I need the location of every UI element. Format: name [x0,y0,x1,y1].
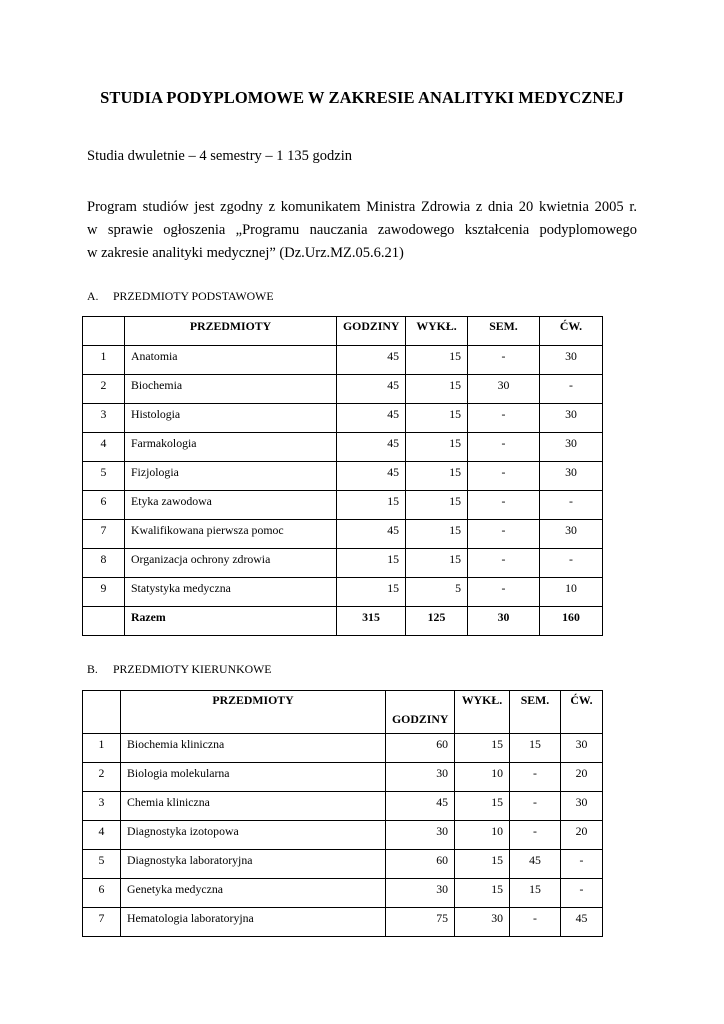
cell-subject: Genetyka medyczna [121,879,386,908]
cell-subject: Anatomia [125,346,337,375]
cell-exercises: 30 [561,792,603,821]
section-b-heading [87,662,271,677]
cell-no: 4 [83,433,125,462]
cell-hours: 60 [386,850,455,879]
cell-exercises: 30 [540,462,603,491]
cell-subject: Histologia [125,404,337,433]
cell-seminars: - [510,908,561,937]
section-b-letter: B. [87,662,98,676]
cell-hours: 75 [386,908,455,937]
cell-no: 6 [83,879,121,908]
table-row [83,879,603,908]
cell-seminars: - [510,792,561,821]
cell-subject: Hematologia laboratoryjna [121,908,386,937]
cell-lectures: 15 [406,549,468,578]
cell-subject: Diagnostyka laboratoryjna [121,850,386,879]
cell-subject: Chemia kliniczna [121,792,386,821]
header-exercises: ĆW. [540,317,603,346]
cell-no: 4 [83,821,121,850]
cell-subject: Biochemia [125,375,337,404]
cell-exercises: 30 [540,520,603,549]
table-row [83,821,603,850]
table-row [83,491,603,520]
cell-hours: 15 [337,549,406,578]
cell-seminars: 45 [510,850,561,879]
table-row [83,734,603,763]
cell-subject: Organizacja ochrony zdrowia [125,549,337,578]
cell-lectures: 15 [406,462,468,491]
cell-hours: 15 [337,578,406,607]
cell-exercises: 20 [561,763,603,792]
cell-lectures: 10 [455,821,510,850]
cell-hours: 30 [386,821,455,850]
total-cell-seminars: 30 [468,607,540,636]
document-title: STUDIA PODYPLOMOWE W ZAKRESIE ANALITYKI MEDYCZNEJ [100,88,624,107]
table-row [83,375,603,404]
table-row [83,578,603,607]
cell-exercises: 10 [540,578,603,607]
section-a-letter: A. [87,289,99,303]
cell-lectures: 15 [455,850,510,879]
cell-no: 5 [83,850,121,879]
header-seminars: SEM. [468,317,540,346]
header-seminars: SEM. [510,691,561,734]
total-cell-hours: 315 [337,607,406,636]
table-row [83,346,603,375]
program-description [87,196,637,265]
cell-seminars: - [510,763,561,792]
study-duration: Studia dwuletnie – 4 semestry – 1 135 godzin [87,148,352,164]
cell-subject: Statystyka medyczna [125,578,337,607]
cell-seminars: 15 [510,879,561,908]
section-b-title: PRZEDMIOTY KIERUNKOWE [113,662,272,676]
cell-lectures: 15 [455,734,510,763]
cell-exercises: 20 [561,821,603,850]
cell-seminars: - [468,520,540,549]
cell-hours: 30 [386,879,455,908]
cell-subject: Biochemia kliniczna [121,734,386,763]
cell-hours: 60 [386,734,455,763]
cell-lectures: 15 [455,879,510,908]
cell-lectures: 10 [455,763,510,792]
table-row [83,850,603,879]
header-no [83,317,125,346]
header-hours: GODZINY [386,691,455,734]
header-lectures: WYKŁ. [406,317,468,346]
section-a-title: PRZEDMIOTY PODSTAWOWE [113,289,274,303]
cell-seminars: - [468,549,540,578]
cell-lectures: 15 [406,375,468,404]
cell-exercises: 30 [561,734,603,763]
cell-exercises: - [540,549,603,578]
cell-seminars: 15 [510,734,561,763]
total-cell-no [83,607,125,636]
cell-lectures: 15 [406,404,468,433]
cell-hours: 45 [337,346,406,375]
cell-no: 1 [83,346,125,375]
program-line: w sprawie ogłoszenia „Programu nauczania zawodowego kształcenia podyplomowego [87,222,637,238]
cell-subject: Kwalifikowana pierwsza pomoc [125,520,337,549]
cell-subject: Farmakologia [125,433,337,462]
table-row [83,792,603,821]
header-subject: PRZEDMIOTY [125,317,337,346]
cell-hours: 30 [386,763,455,792]
cell-lectures: 15 [406,433,468,462]
cell-no: 3 [83,792,121,821]
cell-lectures: 15 [406,346,468,375]
table-row [83,433,603,462]
cell-exercises: - [540,375,603,404]
cell-seminars: - [468,462,540,491]
table-row [83,549,603,578]
table-total-row [83,607,603,636]
cell-seminars: - [468,433,540,462]
section-a-heading [87,289,274,304]
header-lectures: WYKŁ. [455,691,510,734]
cell-no: 5 [83,462,125,491]
cell-hours: 45 [337,404,406,433]
cell-no: 6 [83,491,125,520]
cell-exercises: - [540,491,603,520]
cell-subject: Biologia molekularna [121,763,386,792]
cell-subject: Fizjologia [125,462,337,491]
cell-no: 1 [83,734,121,763]
total-cell-subject: Razem [125,607,337,636]
program-line: Program studiów jest zgodny z komunikatem Ministra Zdrowia z dnia 20 kwietnia 2005 r. [87,199,637,215]
cell-exercises: 30 [540,433,603,462]
cell-no: 2 [83,763,121,792]
cell-seminars: - [468,578,540,607]
program-line: w zakresie analityki medycznej” (Dz.Urz.MZ.05.6.21) [87,245,404,261]
cell-no: 2 [83,375,125,404]
table-row [83,520,603,549]
header-hours: GODZINY [337,317,406,346]
cell-hours: 45 [386,792,455,821]
cell-hours: 45 [337,520,406,549]
cell-exercises: 30 [540,404,603,433]
cell-subject: Etyka zawodowa [125,491,337,520]
cell-lectures: 15 [406,520,468,549]
table-header-row [83,317,603,346]
cell-seminars: - [468,491,540,520]
cell-seminars: - [510,821,561,850]
cell-lectures: 15 [455,792,510,821]
cell-seminars: - [468,346,540,375]
cell-no: 8 [83,549,125,578]
total-cell-lectures: 125 [406,607,468,636]
cell-lectures: 5 [406,578,468,607]
cell-lectures: 15 [406,491,468,520]
cell-exercises: 45 [561,908,603,937]
cell-hours: 45 [337,462,406,491]
header-subject: PRZEDMIOTY [121,691,386,734]
table-header-row [83,691,603,734]
table-row [83,462,603,491]
cell-no: 3 [83,404,125,433]
cell-exercises: 30 [540,346,603,375]
total-cell-exercises: 160 [540,607,603,636]
basic-subjects-table [82,316,603,636]
cell-hours: 15 [337,491,406,520]
cell-exercises: - [561,850,603,879]
cell-no: 7 [83,520,125,549]
specialized-subjects-table [82,690,603,937]
header-exercises: ĆW. [561,691,603,734]
cell-subject: Diagnostyka izotopowa [121,821,386,850]
cell-no: 9 [83,578,125,607]
cell-lectures: 30 [455,908,510,937]
cell-exercises: - [561,879,603,908]
cell-seminars: - [468,404,540,433]
cell-no: 7 [83,908,121,937]
header-no [83,691,121,734]
cell-hours: 45 [337,375,406,404]
table-row [83,404,603,433]
cell-seminars: 30 [468,375,540,404]
table-row [83,763,603,792]
table-row [83,908,603,937]
cell-hours: 45 [337,433,406,462]
